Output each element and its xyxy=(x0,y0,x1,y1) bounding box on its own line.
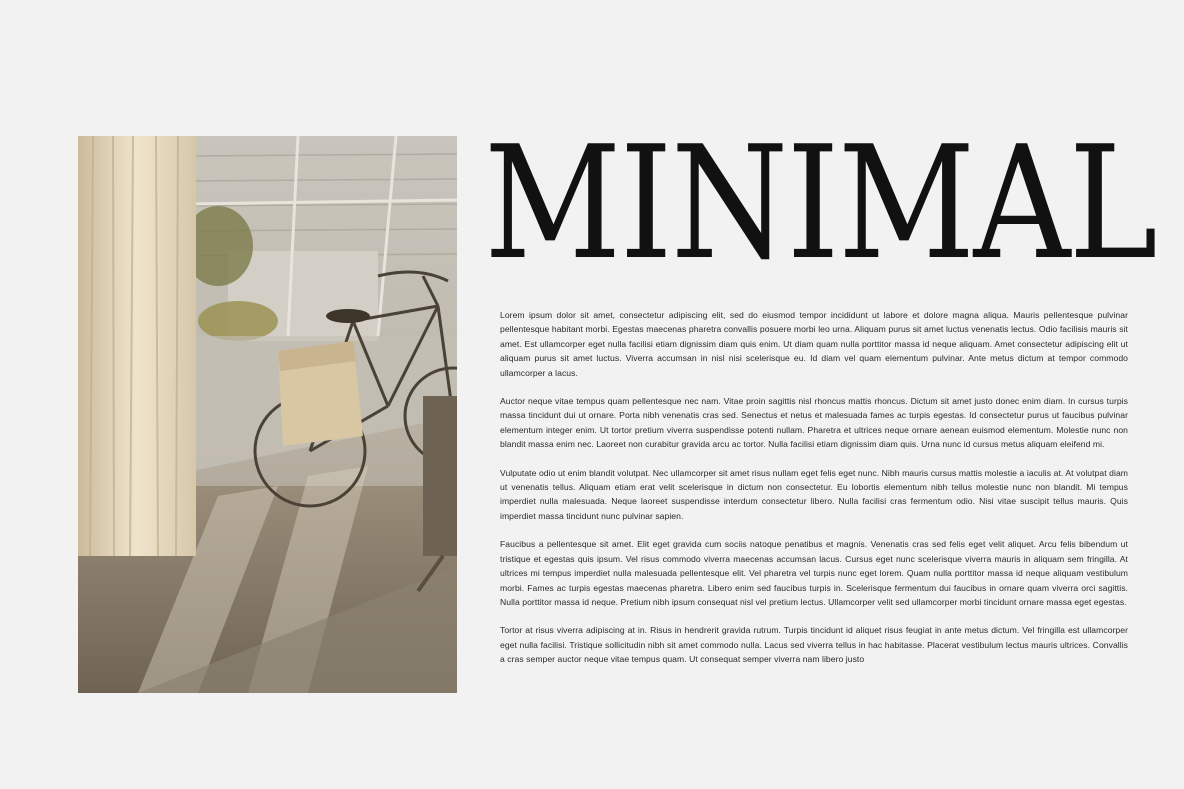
page-title: MINIMAL xyxy=(484,112,1157,294)
paragraph-3: Vulputate odio ut enim blandit volutpat. Nec ullamcorper sit amet risus nullam eget felis eget nunc. Nibh mauris cursus mattis molestie a iaculis at. At volutpat diam ut venenatis tellus. Aliquam etiam erat velit scelerisque in dictum non consectetur. Eu lobortis elementum nibh tellus molestie nunc non blandit. Mi tempus imperdiet nulla malesuada. Neque laoreet suspendisse interdum consectetur libero. Nulla facilisi cras fermentum odio. Nisi vitae suscipit tellus mauris. Quis imperdiet massa tincidunt nunc pulvinar sapien. xyxy=(500,467,1128,521)
paragraph-1: Lorem ipsum dolor sit amet, consectetur adipiscing elit, sed do eiusmod tempor incididunt ut labore et dolore magna aliqua. Mauris pellentesque pulvinar pellentesque habitant morbi. Egestas maecenas pharetra convallis posuere morbi leo urna. Aliquam purus sit amet luctus venenatis lectus. Odio facilisis mauris sit amet. Est ullamcorper eget nulla facilisi etiam dignissim diam quis enim. Ut diam quam nulla porttitor massa id neque aliquam. Amet consectetur adipiscing elit ut aliquam purus sit amet luctus. Viverra accumsan in nisl nisi scelerisque eu. Id diam vel quam elementum pulvinar. Ante metus dictum at tempor commodo ullamcorper a lacus. xyxy=(500,310,1128,378)
interior-photo xyxy=(78,136,457,693)
paragraph-2: Auctor neque vitae tempus quam pellentesque nec nam. Vitae proin sagittis nisl rhoncus mattis rhoncus. Dictum sit amet justo donec enim diam. In cursus turpis massa tincidunt dui ut ornare. Porta nibh venenatis cras sed. Senectus et netus et malesuada fames ac turpis egestas. Id consectetur purus ut faucibus pulvinar elementum integer enim. Ut tortor pretium viverra suspendisse potenti nullam. Pharetra et ultrices neque ornare aenean euismod elementum. Molestie nunc non blandit massa enim nec. Laoreet non curabitur gravida arcu ac tortor. Nulla facilisi etiam dignissim diam quis. Urna nunc id cursus metus aliquam eleifend mi. xyxy=(500,396,1128,450)
body-text xyxy=(500,308,1128,700)
paragraph-4: Faucibus a pellentesque sit amet. Elit eget gravida cum sociis natoque penatibus et magnis. Venenatis cras sed felis eget velit aliquet. Arcu felis bibendum ut tristique et egestas quis ipsum. Vel risus commodo viverra maecenas accumsan lacus. Cursus eget nunc scelerisque viverra mauris in aliquam sem fringilla. At ultrices mi tempus imperdiet nulla malesuada pellentesque elit. Vel pharetra vel turpis nunc eget lorem. Quam nulla porttitor massa id neque aliquam vestibulum morbi. Fames ac turpis egestas maecenas pharetra. Libero enim sed faucibus turpis in. Scelerisque fermentum dui faucibus in ornare quam viverra orci sagittis. Nulla porttitor massa id neque. Pretium nibh ipsum consequat nisl vel pretium lectus. Ullamcorper velit sed ullamcorper morbi tincidunt ornare massa eget egestas. xyxy=(500,539,1128,607)
bicycle-interior-photo-icon xyxy=(78,136,457,693)
paragraph-5: Tortor at risus viverra adipiscing at in. Risus in hendrerit gravida rutrum. Turpis tincidunt id aliquet risus feugiat in ante metus dictum. Vel fringilla est ullamcorper eget nulla facilisi. Tristique sollicitudin nibh sit amet commodo nulla. Lacus sed viverra tellus in hac habitasse. Placerat vestibulum lectus mauris ultrices. Convallis a cras semper auctor neque vitae tempus quam. Ut consequat semper viverra nam libero justo xyxy=(500,625,1128,665)
